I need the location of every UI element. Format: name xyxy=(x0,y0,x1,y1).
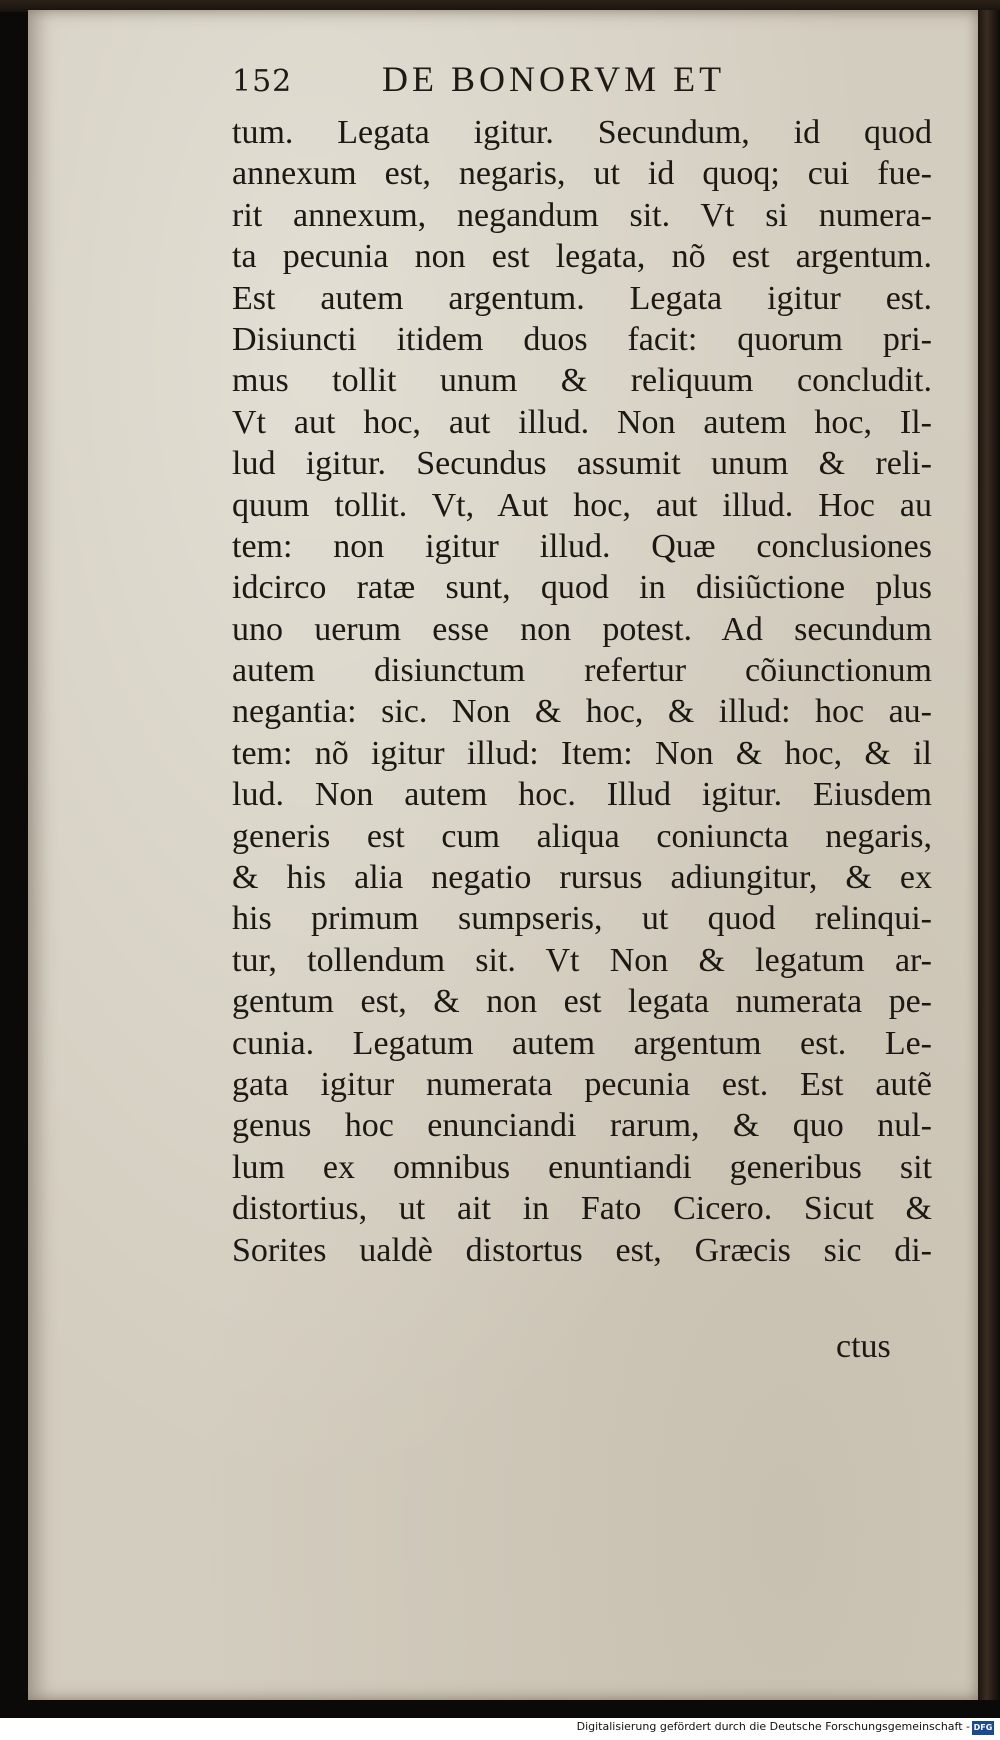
text-line: tem: nõ igitur illud: Item: Non & hoc, & il xyxy=(232,734,932,772)
text-line: Vt aut hoc, aut illud. Non autem hoc, Il- xyxy=(232,403,932,441)
text-line: his primum sumpseris, ut quod relinqui- xyxy=(232,900,932,938)
text-line: annexum est, negaris, ut id quoq; cui fue- xyxy=(232,155,932,193)
body-text xyxy=(232,112,932,1271)
text-line: lud igitur. Secundus assumit unum & reli- xyxy=(232,445,932,483)
digitization-footer xyxy=(0,1718,1000,1740)
dfg-logo: DFG xyxy=(972,1721,994,1735)
page-fore-edge xyxy=(978,10,1000,1700)
text-line: gentum est, & non est legata numerata pe- xyxy=(232,983,932,1021)
text-line: uno uerum esse non potest. Ad secundum xyxy=(232,610,932,648)
text-line: mus tollit unum & reliquum concludit. xyxy=(232,362,932,400)
text-line: genus hoc enunciandi rarum, & quo nul- xyxy=(232,1107,932,1145)
text-line: cunia. Legatum autem argentum est. Le- xyxy=(232,1024,932,1062)
text-line: negantia: sic. Non & hoc, & illud: hoc au- xyxy=(232,693,932,731)
text-line: tur, tollendum sit. Vt Non & legatum ar- xyxy=(232,941,932,979)
running-head-title: DE BONORVM ET xyxy=(382,59,726,99)
text-line: distortius, ut ait in Fato Cicero. Sicut & xyxy=(232,1190,932,1228)
text-line: ta pecunia non est legata, nõ est argentum. xyxy=(232,238,932,276)
text-line: idcirco ratæ sunt, quod in disiũctione plus xyxy=(232,569,932,607)
text-line: quum tollit. Vt, Aut hoc, aut illud. Hoc au xyxy=(232,486,932,524)
text-line: gata igitur numerata pecunia est. Est autẽ xyxy=(232,1065,932,1103)
text-line: generis est cum aliqua coniuncta negaris, xyxy=(232,817,932,855)
text-line: rit annexum, negandum sit. Vt si numera- xyxy=(232,196,932,234)
text-line: Disiuncti itidem duos facit: quorum pri- xyxy=(232,320,932,358)
text-line: tum. Legata igitur. Secundum, id quod xyxy=(232,114,932,151)
page-number: 152 xyxy=(232,64,293,99)
text-line: Est autem argentum. Legata igitur est. xyxy=(232,279,932,317)
running-head xyxy=(232,58,792,108)
text-line: autem disiunctum refertur cõiunctionum xyxy=(232,652,932,690)
text-line: tem: non igitur illud. Quæ conclusiones xyxy=(232,527,932,565)
text-line: & his alia negatio rursus adiungitur, & ex xyxy=(232,859,932,897)
funding-credit: Digitalisierung gefördert durch die Deutsche Forschungsgemeinschaft - xyxy=(576,1720,970,1733)
text-line: lum ex omnibus enuntiandi generibus sit xyxy=(232,1148,932,1186)
catchword: ctus xyxy=(836,1328,891,1365)
text-line: Sorites ualdè distortus est, Græcis sic di- xyxy=(232,1231,932,1269)
text-line: lud. Non autem hoc. Illud igitur. Eiusdem xyxy=(232,776,932,814)
